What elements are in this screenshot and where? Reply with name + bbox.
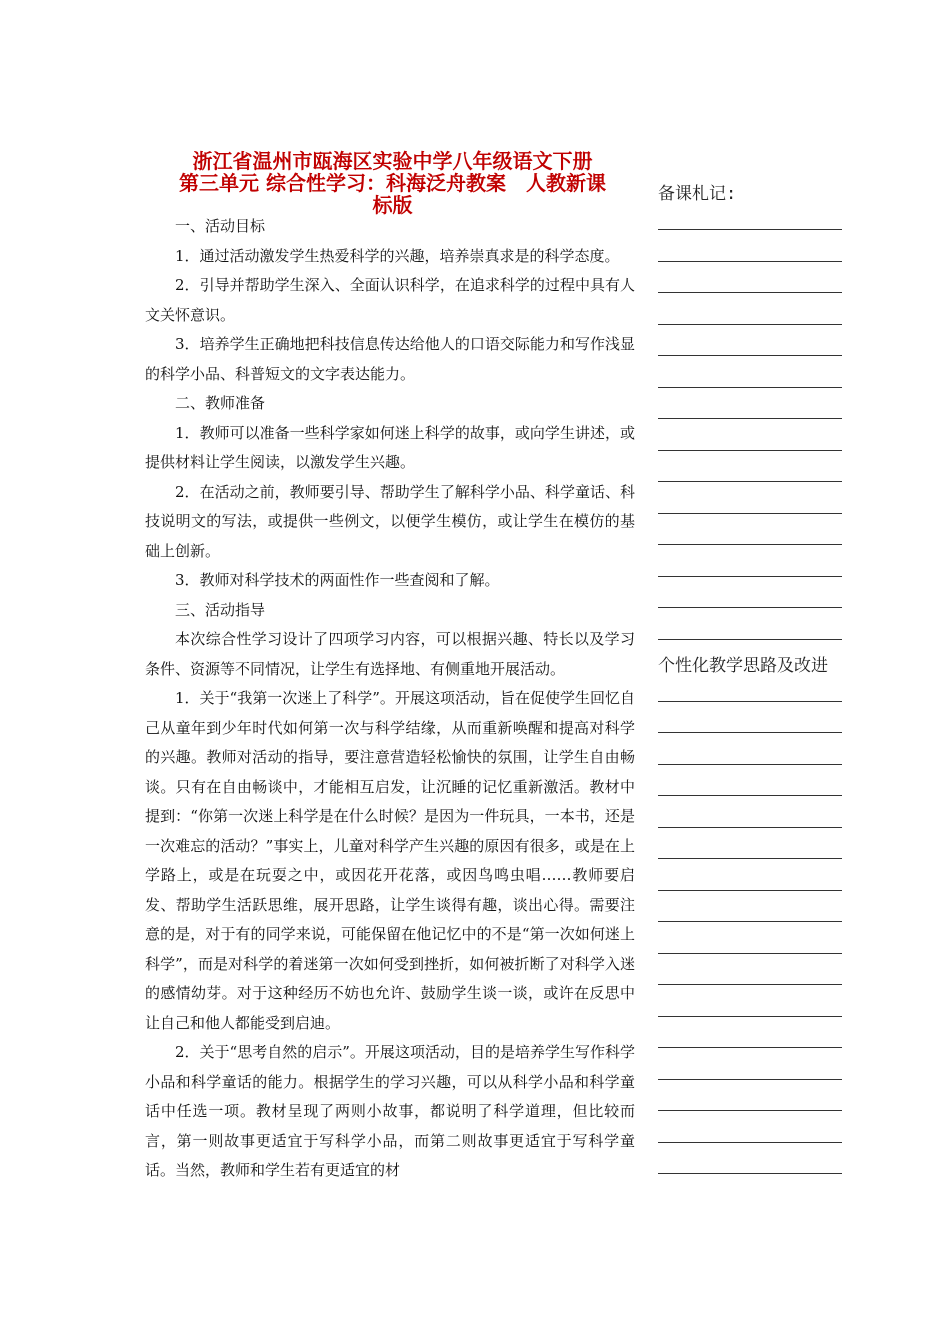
improve-lines: [658, 701, 858, 1175]
paragraph: 2．关于“思考自然的启示”。开展这项活动，目的是培养学生写作科学小品和科学童话的能力。根据学生的学习兴趣，可以从科学小品和科学童话中任选一项。教材呈现了两则小故事，都说明了科学道理，但比较而言，第一则故事更适宜于写科学小品，而第二则故事更适宜于写科学童话。当然，教师和学生若有更适宜的材: [145, 1043, 635, 1179]
paragraph: 3．教师对科学技术的两面性作一些查阅和了解。: [175, 571, 500, 589]
document-body: [145, 212, 635, 1186]
note-line: [658, 576, 842, 577]
note-line: [658, 261, 842, 262]
improve-line: [658, 764, 842, 765]
improve-line: [658, 827, 842, 828]
section-heading-3: 三、活动指导: [175, 600, 266, 619]
title-line-2: 第三单元 综合性学习：科海泛舟教案 人教新课: [179, 171, 606, 195]
note-line: [658, 229, 842, 230]
note-line: [658, 355, 842, 356]
note-line: [658, 544, 842, 545]
note-line: [658, 418, 842, 419]
paragraph: 本次综合性学习设计了四项学习内容，可以根据兴趣、特长以及学习条件、资源等不同情况，让学生有选择地、有侧重地开展活动。: [145, 630, 635, 678]
paragraph: 1．通过活动激发学生热爱科学的兴趣，培养崇真求是的科学态度。: [175, 246, 620, 265]
improve-line: [658, 795, 842, 796]
paragraph: 2．在活动之前，教师要引导、帮助学生了解科学小品、科学童话、科技说明文的写法，或提供一些例文，以便学生模仿，或让学生在模仿的基础上创新。: [145, 482, 635, 560]
paragraph: 1．关于“我第一次迷上了科学”。开展这项活动，旨在促使学生回忆自己从童年到少年时代如何第一次与科学结缘，从而重新唤醒和提高对科学的兴趣。教师对活动的指导，要注意营造轻松愉快的氛围，让学生自由畅谈。只有在自由畅谈中，才能相互启发，让沉睡的记忆重新激活。教材中提到：“你第一次迷上科学是在什么时候？是因为一件玩具，一本书，还是一次难忘的活动？”事实上，儿童对科学产生兴趣的原因有很多，或是在上学路上，或是在玩耍之中，或因花开花落，或因鸟鸣虫唱……教师要启发、帮助学生活跃思维，展开思路，让学生谈得有趣，谈出心得。需要注意的是，对于有的同学来说，可能保留在他记忆中的不是“第一次如何迷上科学”，而是对科学的着迷第一次如何受到挫折，如何被折断了对科学入迷的感情幼芽。对于这种经历不妨也允许、鼓励学生谈一谈，或许在反思中让自己和他人都能受到启迪。: [145, 689, 635, 1032]
improve-line: [658, 701, 842, 702]
improve-line: [658, 858, 842, 859]
improve-line: [658, 1079, 842, 1080]
paragraph: 2．引导并帮助学生深入、全面认识科学，在追求科学的过程中具有人文关怀意识。: [145, 276, 635, 324]
improve-line: [658, 1047, 842, 1048]
improve-line: [658, 984, 842, 985]
title-line-1: 浙江省温州市瓯海区实验中学八年级语文下册: [192, 149, 593, 173]
note-line: [658, 481, 842, 482]
note-line: [658, 324, 842, 325]
improve-line: [658, 1110, 842, 1111]
improve-heading: 个性化教学思路及改进: [658, 655, 828, 676]
note-line: [658, 387, 842, 388]
improve-line: [658, 1016, 842, 1017]
improve-line: [658, 1173, 842, 1174]
improve-line: [658, 732, 842, 733]
improve-line: [658, 1142, 842, 1143]
notes-heading: 备课札记:: [658, 184, 737, 204]
title-line-3: 标版: [372, 193, 413, 217]
paragraph: 3．培养学生正确地把科技信息传达给他人的口语交际能力和写作浅显的科学小品、科普短文的文字表达能力。: [145, 335, 635, 383]
notes-lines: [658, 229, 858, 640]
document-title: [140, 150, 645, 216]
section-heading-2: 二、教师准备: [175, 394, 266, 412]
improve-line: [658, 921, 842, 922]
improve-line: [658, 890, 842, 891]
note-line: [658, 450, 842, 451]
note-line: [658, 513, 842, 514]
sidebar-notes: [658, 182, 858, 1174]
note-line: [658, 292, 842, 293]
note-line: [658, 639, 842, 640]
note-line: [658, 607, 842, 608]
improve-line: [658, 953, 842, 954]
paragraph: 1．教师可以准备一些科学家如何迷上科学的故事，或向学生讲述，或提供材料让学生阅读，以激发学生兴趣。: [145, 423, 635, 471]
section-heading-1: 一、活动目标: [175, 217, 266, 235]
